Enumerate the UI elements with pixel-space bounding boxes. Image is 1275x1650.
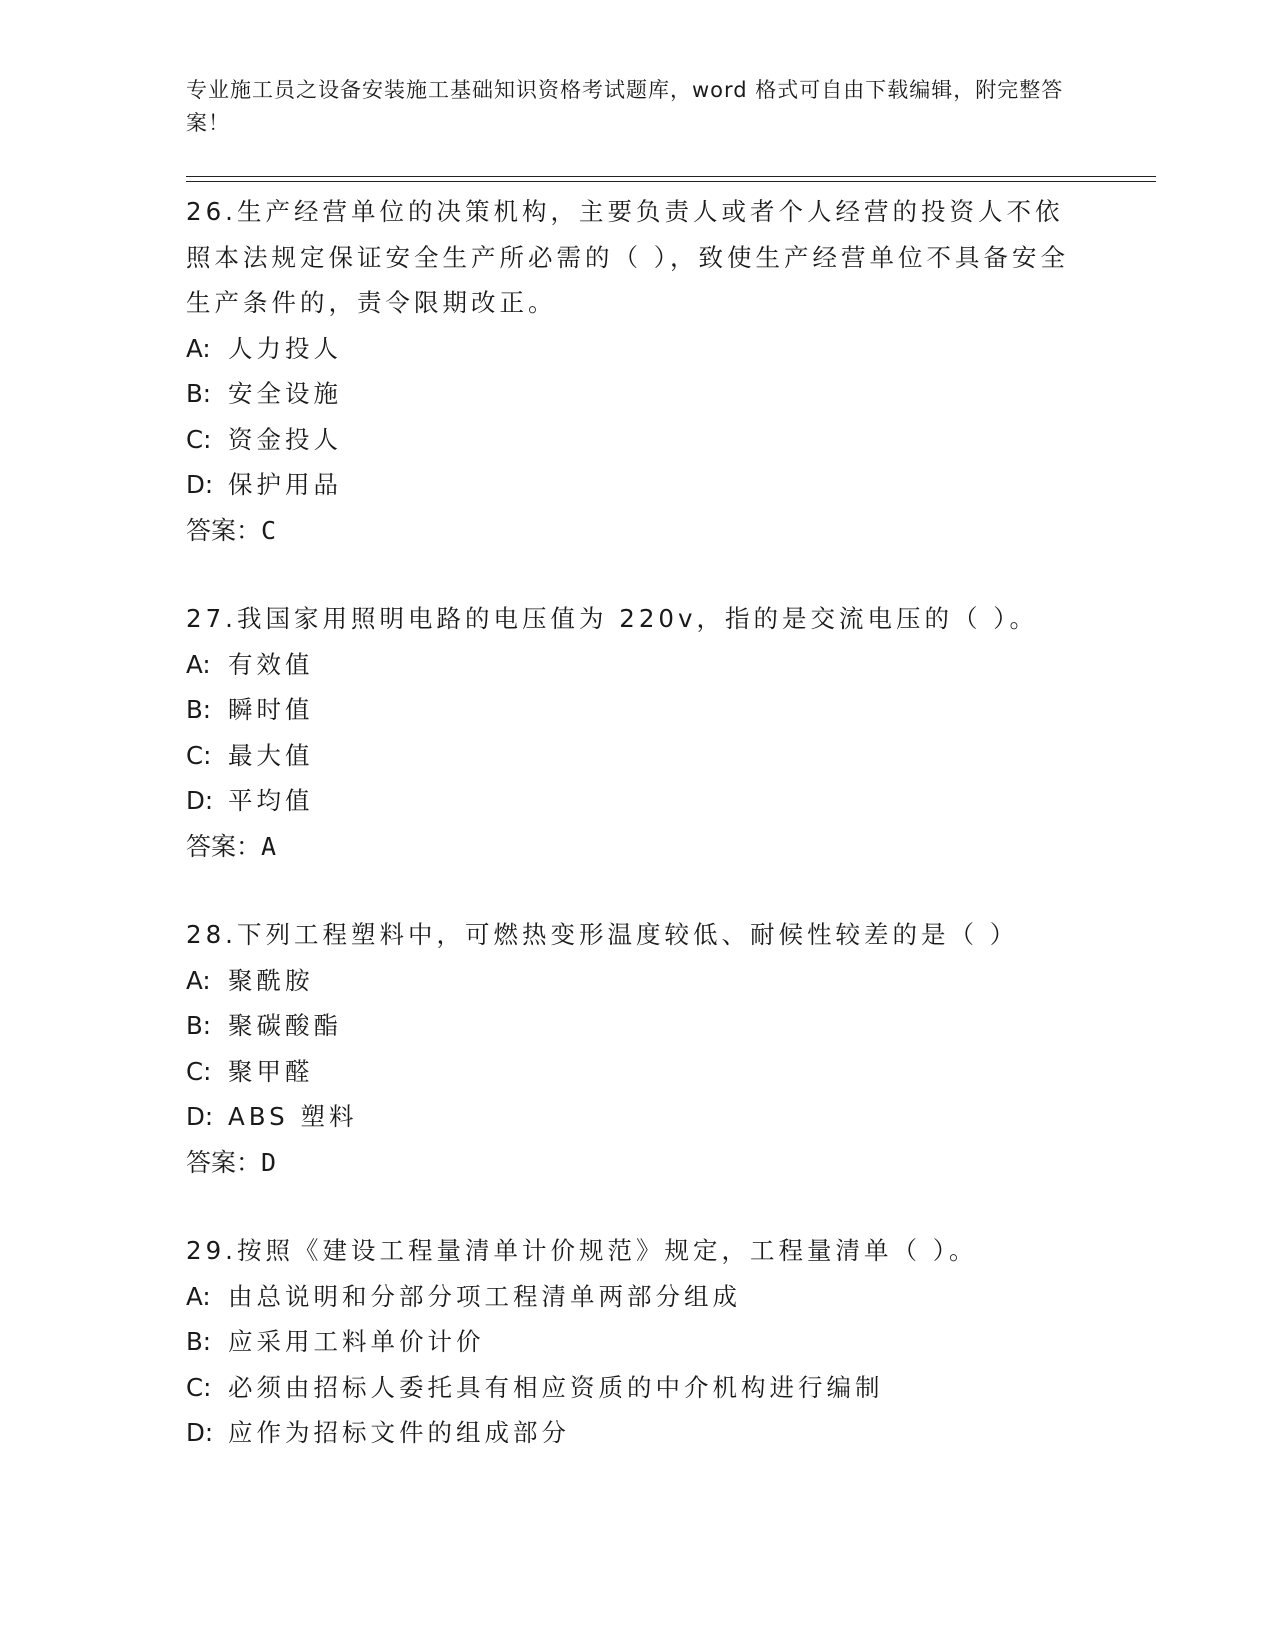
question-list [186, 189, 1086, 1456]
option-text: 最大值 [228, 740, 314, 770]
option-c [186, 733, 1086, 779]
header-divider-bottom [186, 181, 1156, 182]
option-key: C: [186, 424, 212, 454]
answer-value: D [261, 1147, 277, 1177]
option-b [186, 1003, 1086, 1049]
option-d [186, 1094, 1086, 1140]
header-divider-top [186, 176, 1156, 177]
option-b [186, 687, 1086, 733]
answer-label: 答案： [186, 515, 262, 545]
option-key: B: [186, 1011, 212, 1040]
option-key: D: [186, 470, 214, 499]
option-text: 必须由招标人委托具有相应资质的中介机构进行编制 [228, 1372, 884, 1402]
option-a [186, 958, 1086, 1004]
option-text: 资金投人 [228, 424, 342, 454]
option-text: 保护用品 [228, 470, 342, 499]
option-text: 有效值 [228, 649, 314, 679]
option-key: B: [186, 695, 212, 724]
option-c [186, 1049, 1086, 1095]
option-b [186, 1319, 1086, 1365]
option-key: A: [186, 1281, 211, 1311]
option-text: 聚甲醛 [228, 1056, 314, 1086]
option-text: 应作为招标文件的组成部分 [228, 1418, 570, 1447]
question-26 [186, 189, 1086, 553]
option-text: 安全设施 [228, 379, 342, 408]
answer-value: C [261, 515, 277, 545]
option-text: 聚碳酸酯 [228, 1011, 342, 1040]
option-c [186, 1365, 1086, 1411]
option-text: 人力投人 [228, 333, 342, 363]
option-key: B: [186, 379, 212, 408]
option-a [186, 326, 1086, 372]
option-a [186, 1274, 1086, 1320]
document-header: 专业施工员之设备安装施工基础知识资格考试题库，word 格式可自由下载编辑，附完整答案！ [186, 78, 1064, 135]
option-key: D: [186, 786, 214, 815]
option-text: ABS 塑料 [228, 1102, 358, 1131]
option-key: A: [186, 965, 211, 995]
answer-value: A [261, 831, 277, 861]
option-key: C: [186, 1056, 212, 1086]
option-text: 应采用工料单价计价 [228, 1327, 485, 1356]
option-key: C: [186, 740, 212, 770]
option-key: A: [186, 649, 211, 679]
question-stem: 27.我国家用照明电路的电压值为 220v，指的是交流电压的（ ）。 [186, 604, 1039, 633]
option-key: A: [186, 333, 211, 363]
option-d [186, 1410, 1086, 1456]
answer-line [186, 508, 1086, 554]
question-29 [186, 1228, 1086, 1456]
option-key: D: [186, 1418, 214, 1447]
question-stem: 28.下列工程塑料中，可燃热变形温度较低、耐候性较差的是（ ） [186, 920, 1019, 949]
answer-label: 答案： [186, 1147, 262, 1177]
option-b [186, 371, 1086, 417]
option-c [186, 417, 1086, 463]
question-28 [186, 912, 1086, 1185]
answer-label: 答案： [186, 831, 262, 861]
option-text: 由总说明和分部分项工程清单两部分组成 [228, 1281, 741, 1311]
option-a [186, 642, 1086, 688]
option-text: 平均值 [228, 786, 314, 815]
question-stem: 26.生产经营单位的决策机构，主要负责人或者个人经营的投资人不依照本法规定保证安全生产所必需的（ ），致使生产经营单位不具备安全生产条件的，责令限期改正。 [186, 197, 1070, 317]
option-key: D: [186, 1102, 214, 1131]
option-key: C: [186, 1372, 212, 1402]
option-d [186, 778, 1086, 824]
question-stem: 29.按照《建设工程量清单计价规范》规定，工程量清单（ ）。 [186, 1236, 978, 1265]
answer-line [186, 824, 1086, 870]
answer-line [186, 1140, 1086, 1186]
question-27 [186, 596, 1086, 869]
option-key: B: [186, 1327, 212, 1356]
option-d [186, 462, 1086, 508]
option-text: 瞬时值 [228, 695, 314, 724]
option-text: 聚酰胺 [228, 965, 314, 995]
